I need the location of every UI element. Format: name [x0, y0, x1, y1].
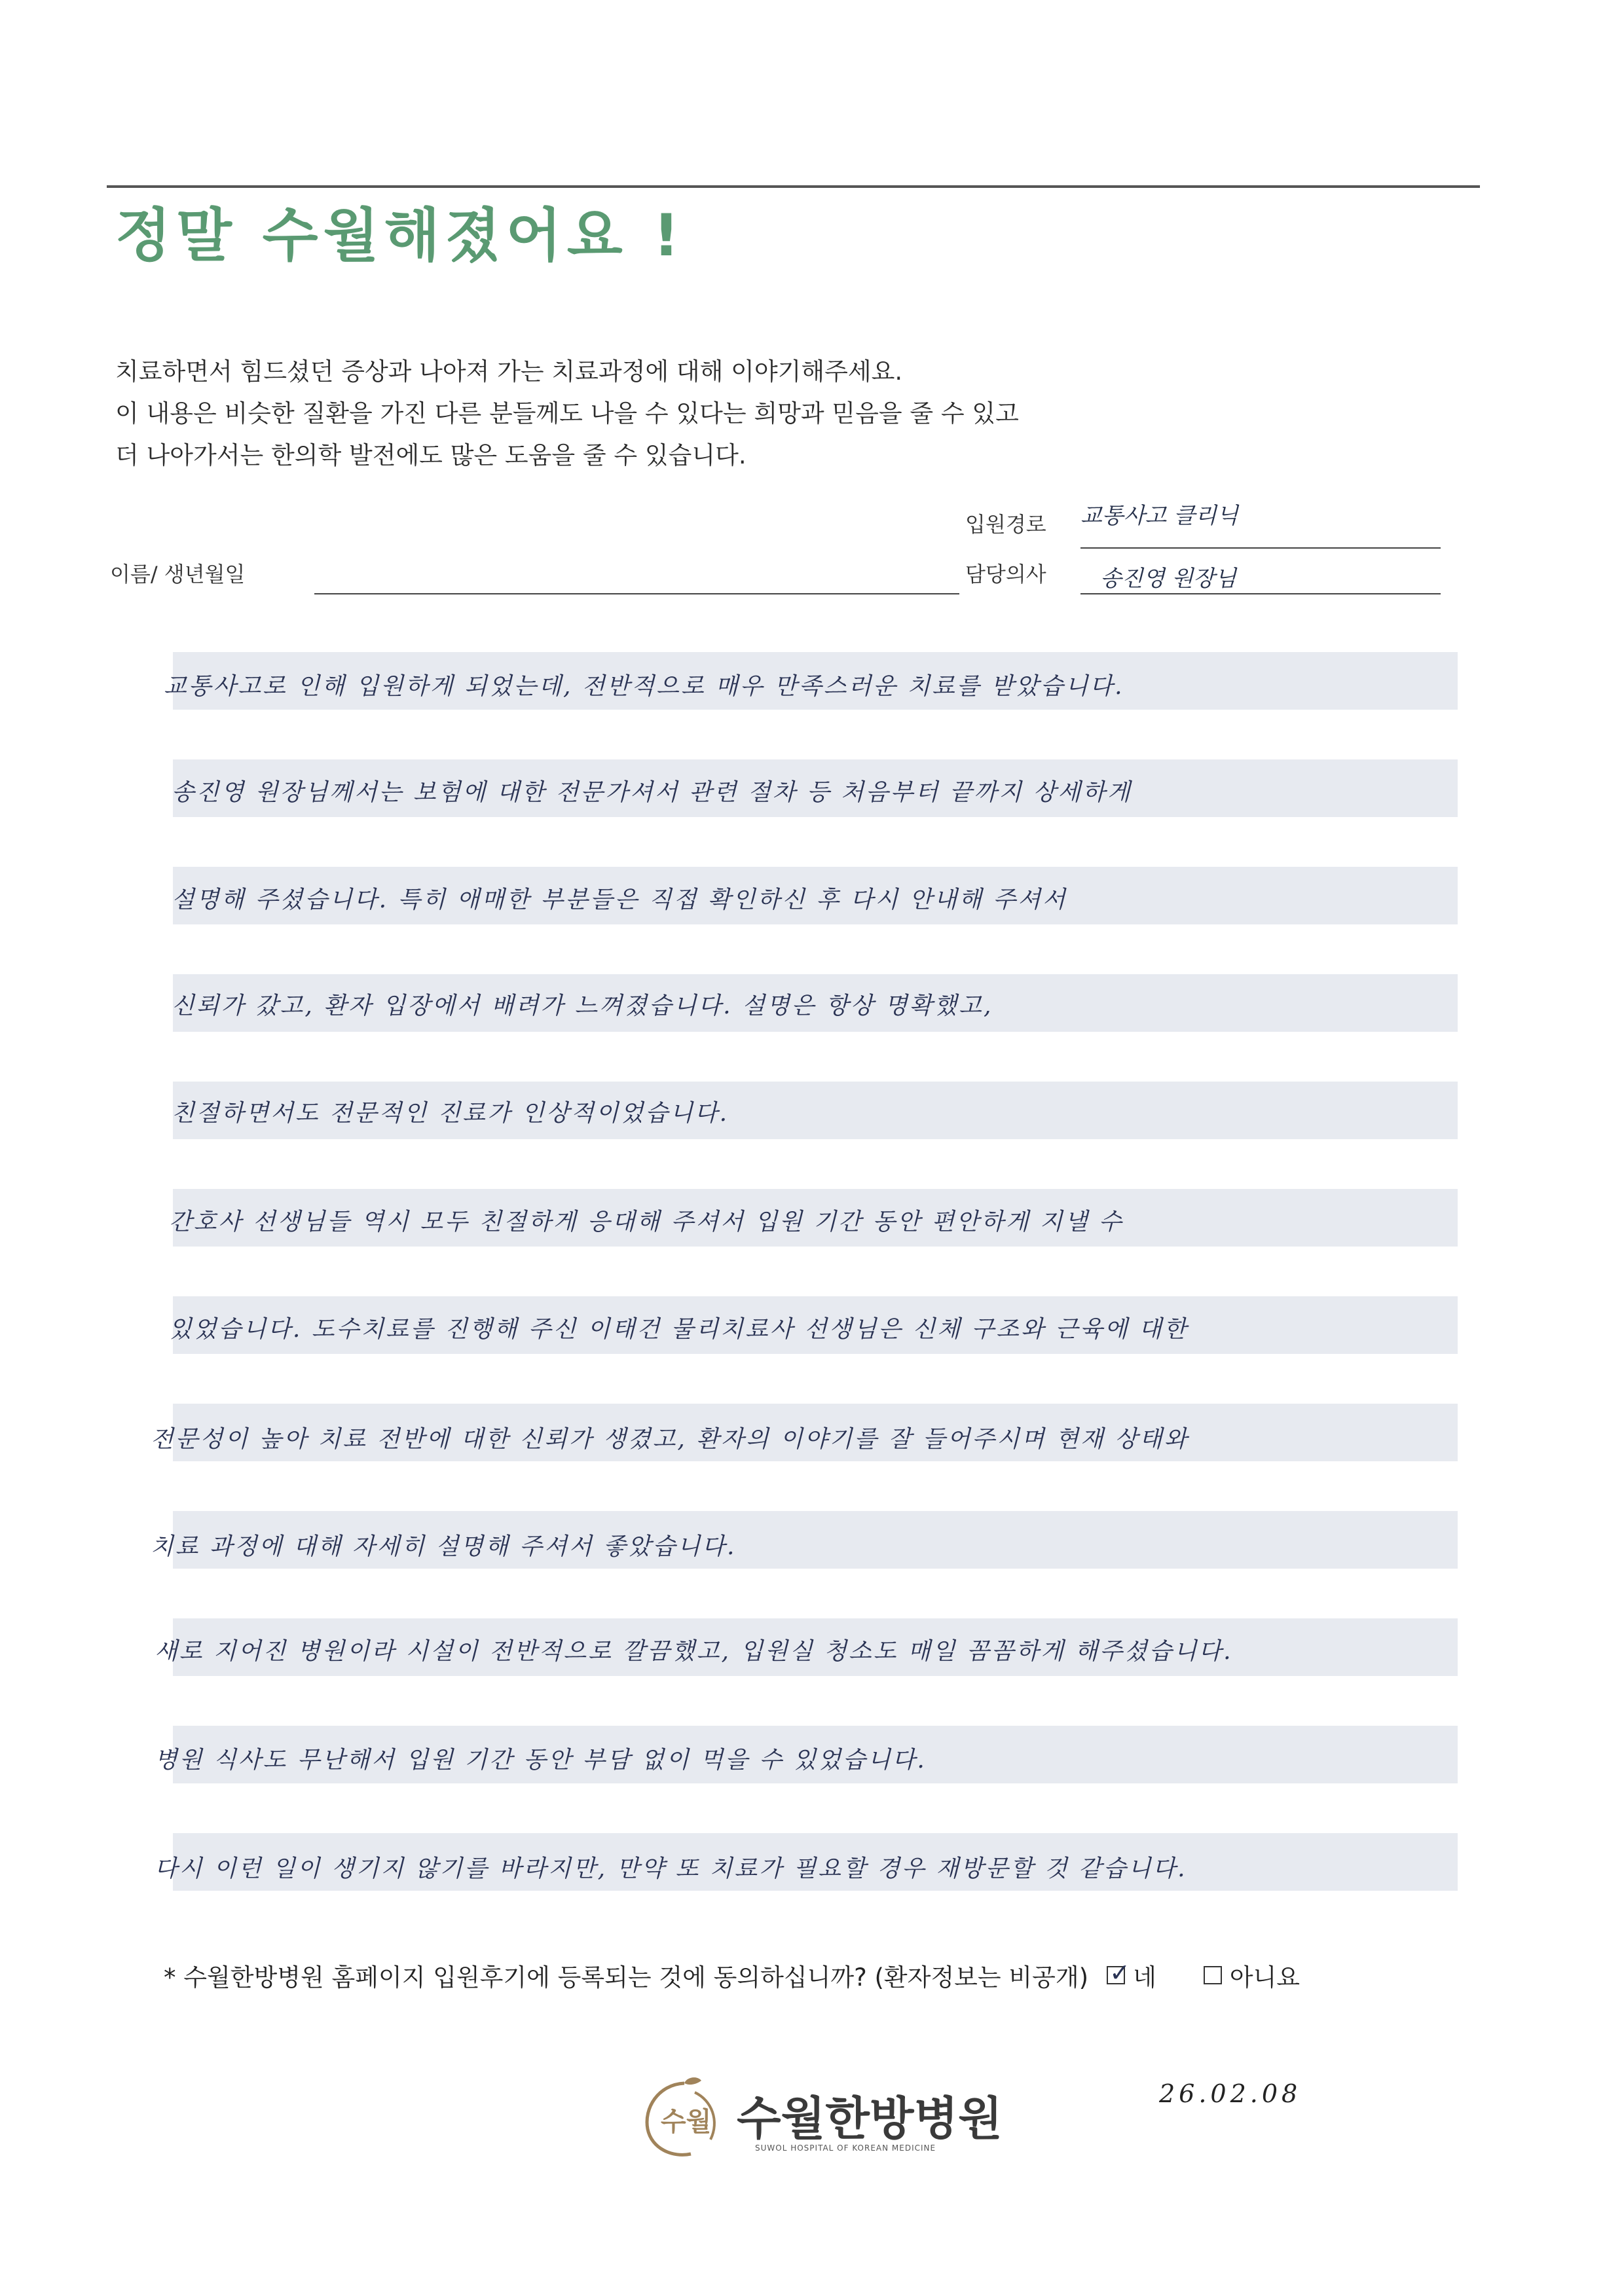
review-line: 병원 식사도 무난해서 입원 기간 동안 부담 없이 먹을 수 있었습니다. — [155, 1747, 927, 1774]
admission-route-value[interactable]: 교통사고 클리닉 — [1080, 503, 1238, 529]
hospital-emblem-icon — [638, 2075, 730, 2160]
consent-no-checkbox[interactable] — [1204, 1966, 1222, 1984]
intro-line: 더 나아가서는 한의학 발전에도 많은 도움을 줄 수 있습니다. — [115, 441, 747, 469]
intro-line: 치료하면서 힘드셨던 증상과 나아져 가는 치료과정에 대해 이야기해주세요. — [115, 357, 903, 386]
review-line: 신뢰가 갔고, 환자 입장에서 배려가 느껴졌습니다. 설명은 항상 명확했고, — [172, 993, 993, 1019]
hospital-name: 수월한방병원 — [737, 2092, 1003, 2145]
consent-yes-label: 네 — [1133, 1963, 1156, 1992]
intro-line: 이 내용은 비슷한 질환을 가진 다른 분들께도 나을 수 있다는 희망과 믿음을 줄 수 있고 — [115, 399, 1019, 428]
review-line: 치료 과정에 대해 자세히 설명해 주셔서 좋았습니다. — [151, 1533, 737, 1560]
review-line: 설명해 주셨습니다. 특히 애매한 부분들은 직접 확인하신 후 다시 안내해 주셔서 — [172, 886, 1067, 913]
review-line: 다시 이런 일이 생기지 않기를 바라지만, 만약 또 치료가 필요할 경우 재방문할 것 같습니다. — [155, 1855, 1187, 1882]
doctor-label: 담당의사 — [965, 562, 1046, 587]
consent-no-label: 아니요 — [1229, 1963, 1301, 1992]
consent-yes-checkbox[interactable] — [1107, 1966, 1125, 1984]
logo-mark-text: 수월 — [661, 2107, 712, 2137]
doctor-value[interactable]: 송진영 원장님 — [1100, 566, 1236, 592]
review-line: 교통사고로 인해 입원하게 되었는데, 전반적으로 매우 만족스러운 치료를 받았습니다. — [164, 673, 1124, 700]
page-title: 정말 수월해졌어요 ! — [115, 202, 685, 269]
hospital-name-en: SUWOL HOSPITAL OF KOREAN MEDICINE — [755, 2143, 936, 2153]
review-line: 새로 지어진 병원이라 시설이 전반적으로 깔끔했고, 입원실 청소도 매일 꼼꼼하게 해주셨습니다. — [155, 1638, 1233, 1665]
consent-question: * 수월한방병원 홈페이지 입원후기에 등록되는 것에 동의하십니까? (환자정보는 비공개) — [164, 1963, 1089, 1992]
admission-route-label: 입원경로 — [965, 512, 1046, 537]
name-label: 이름/ 생년월일 — [110, 562, 246, 587]
hospital-logo — [638, 2075, 1003, 2160]
review-line: 있었습니다. 도수치료를 진행해 주신 이태건 물리치료사 선생님은 신체 구조와 근육에 대한 — [169, 1316, 1189, 1343]
review-line: 전문성이 높아 치료 전반에 대한 신뢰가 생겼고, 환자의 이야기를 잘 들어주시며 현재 상태와 — [151, 1426, 1189, 1453]
signature-date: 26.02.08 — [1159, 2079, 1302, 2108]
consent-row — [164, 1958, 1300, 1993]
review-line: 친절하면서도 전문적인 진료가 인상적이었습니다. — [172, 1100, 729, 1127]
review-line: 송진영 원장님께서는 보험에 대한 전문가셔서 관련 절차 등 처음부터 끝까지 상세하게 — [172, 779, 1132, 806]
review-line: 간호사 선생님들 역시 모두 친절하게 응대해 주셔서 입원 기간 동안 편안하게 지낼 수 — [169, 1209, 1124, 1235]
